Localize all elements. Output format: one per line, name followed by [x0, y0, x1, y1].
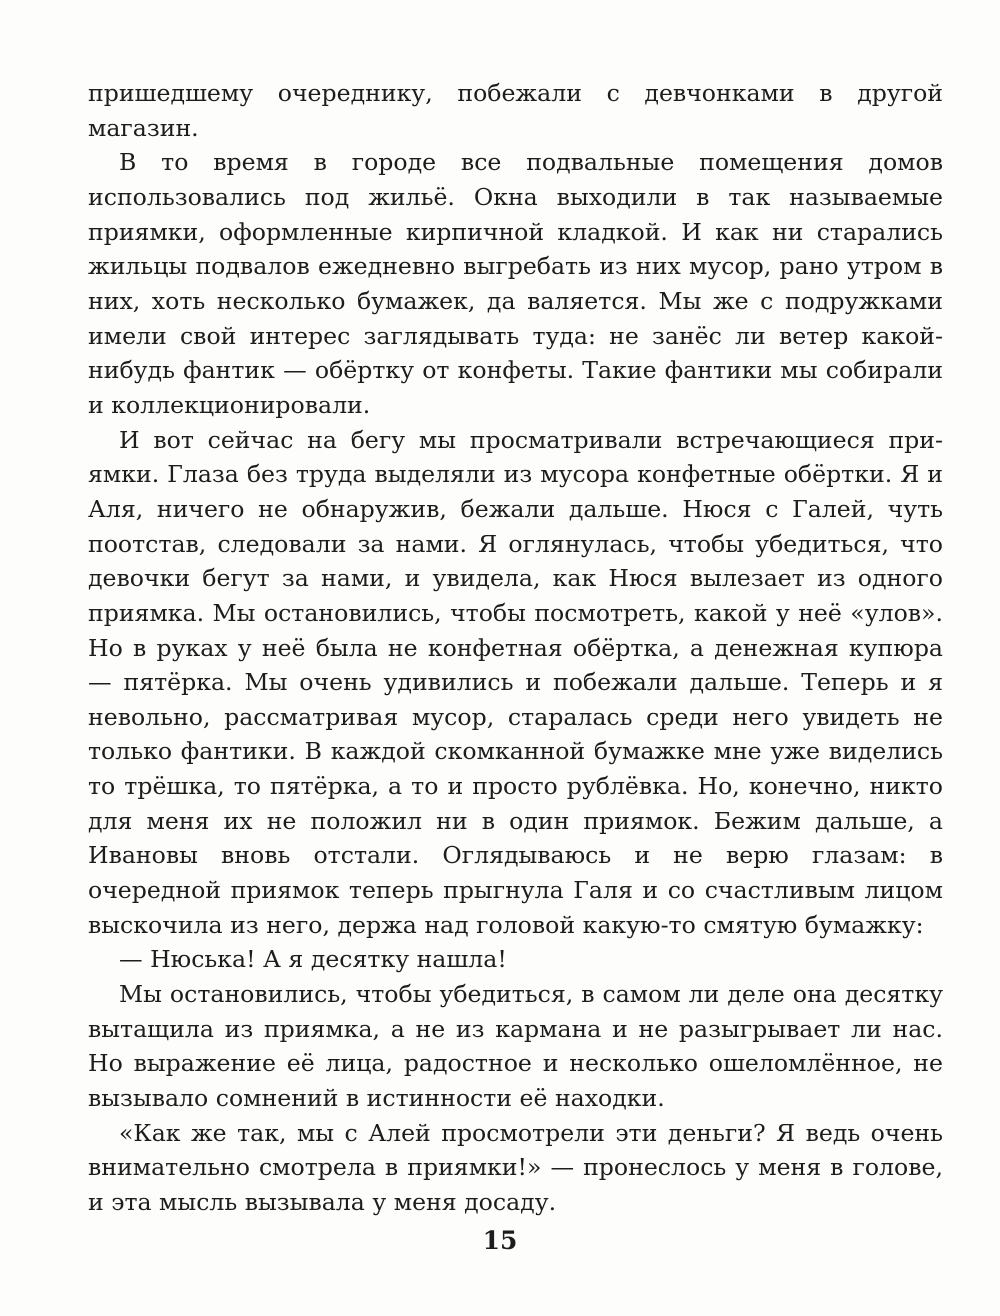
paragraph-running: И вот сейчас на бегу мы просматривали встречающиеся приямки. Глаза без труда выделяли из мусора конфетные обёртки. Я и Аля, ничего не обнаружив, бежали дальше. Нюся с Галей, чуть поотстав, следовали за нами. Я оглянулась, чтобы убедиться, что девочки бегут за нами, и увидела, как Нюся вылезает из одного приямка. Мы остановились, чтобы посмотреть, какой у неё «улов». Но в руках у неё была не конфетная обёртка, а денежная купюра — пятёрка. Мы очень удивились и побежали дальше. Теперь и я невольно, рассматривая мусор, старалась среди него увидеть не только фантики. В каждой скомканной бумажке мне уже виделись то трёшка, то пятёрка, а то и просто рублёвка. Но, конечно, никто для меня их не положил ни в один приямок. Бежим дальше, а Ивановы вновь отстали. Оглядываюсь и не верю глазам: в очередной приямок теперь прыгнула Галя и со счастливым лицом выскочила из него, держа над головой какую-то смятую бумажку:: [88, 425, 943, 939]
paragraph-dialogue: — Нюська! А я десятку нашла!: [119, 945, 507, 974]
paragraph-thought: «Как же так, мы с Алей просмотрели эти деньги? Я ведь очень внимательно смотрела в приямки!» — пронеслось у меня в голове, и эта мысль вызывала у меня досаду.: [88, 1118, 943, 1216]
paragraph-basements: В то время в городе все подвальные помещения домов использовались под жильё. Окна выходили в так называемые приямки, оформленные кирпичной кладкой. И как ни старались жильцы подвалов ежедневно выгребать из них мусор, рано утром в них, хоть несколько бумажек, да валяется. Мы же с подружками имели свой интерес заглядывать туда: не занёс ли ветер какой-нибудь фантик — обёртку от конфеты. Такие фантики мы собирали и коллекционировали.: [88, 148, 943, 419]
page-number: 15: [482, 1226, 518, 1255]
paragraph-stopped: Мы остановились, чтобы убедиться, в самом ли деле она десятку вытащила из приямка, а не из кармана и не разыгрывает ли нас. Но выражение её лица, радостное и несколько ошеломлённое, не вызывало сомнений в истинности её находки.: [88, 980, 943, 1113]
paragraph-continuation: пришедшему очереднику, побежали с девчонками в другой магазин.: [88, 79, 943, 142]
page-body: [88, 76, 943, 1220]
